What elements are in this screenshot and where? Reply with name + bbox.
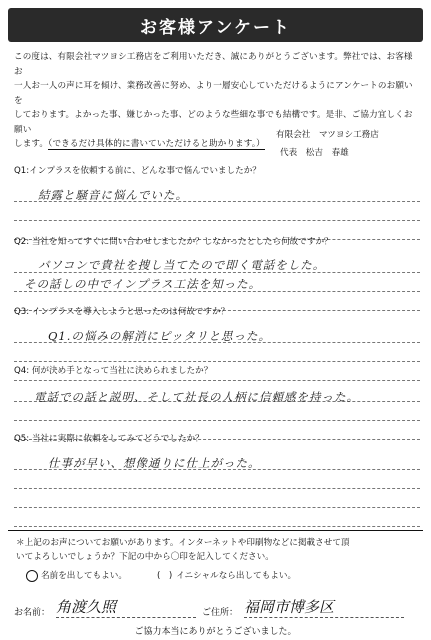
answer-line bbox=[14, 489, 420, 508]
answer-line bbox=[14, 508, 420, 527]
handwritten-answer: Q1.の悩みの解消にピッタリと思った。 bbox=[48, 329, 271, 343]
intro-line: 一人お一人の声に耳を傾け、業務改善に努め、より一層安心していただけるようにアンケートのお願いを bbox=[14, 81, 413, 106]
handwritten-answer: 電話での話と説明、そして社長の人柄に信頼感を持った。 bbox=[34, 390, 359, 404]
question-text: Q3: インプラスを導入しようと思ったのは何故ですか？ bbox=[14, 307, 230, 317]
circle-mark-icon bbox=[26, 570, 38, 582]
name-label: お名前： bbox=[14, 608, 51, 618]
consent-section bbox=[8, 530, 423, 590]
consent-option-name[interactable] bbox=[26, 569, 127, 582]
question-block-q4 bbox=[14, 365, 420, 440]
empty-checkbox-icon: ( ) bbox=[156, 571, 173, 581]
question-block-q1 bbox=[14, 165, 420, 240]
consent-option-initial[interactable] bbox=[157, 569, 296, 582]
option-label: 名前を出してもよい。 bbox=[41, 571, 127, 581]
consent-line: いてよろしいでしょうか？下記の中から〇印を記入してください。 bbox=[16, 551, 274, 562]
option-label: イニシャルなら出してもよい。 bbox=[176, 571, 297, 581]
handwritten-answer: 仕事が早い、想像通りに仕上がった。 bbox=[48, 456, 261, 470]
company-name: 有限会社 マツヨシ工務店 bbox=[276, 130, 379, 140]
address-field[interactable]: 福岡市博多区 bbox=[244, 596, 404, 618]
answer-area bbox=[14, 183, 420, 240]
question-text: Q2: 当社を知ってすぐに問い合わせしましたか？しなかったとしたら何故ですか？ bbox=[14, 237, 333, 247]
question-text: Q5: 当社に実際に依頼をしてみてどうでしたか？ bbox=[14, 434, 204, 444]
company-representative: 代表 松吉 春雄 bbox=[280, 148, 349, 158]
consent-text bbox=[16, 537, 420, 564]
handwritten-answer: パソコンで貴社を捜し当てたので即く電話をした。 bbox=[38, 258, 326, 272]
thanks-message: ご協力本当にありがとうございました。 bbox=[134, 627, 297, 637]
answer-line bbox=[14, 202, 420, 221]
question-text: Q4: 何が決め手となって当社に決められましたか？ bbox=[14, 366, 213, 376]
answer-line bbox=[14, 343, 420, 362]
answer-area bbox=[14, 254, 420, 311]
intro-note: （できるだけ具体的に書いていただけると助かります。） bbox=[48, 139, 265, 149]
intro-line: この度は、有限会社マツヨシ工務店をご利用いただき、誠にありがとうございます。弊社では、お客様お bbox=[14, 52, 413, 77]
signature-row bbox=[14, 596, 420, 618]
address-label: ご住所： bbox=[202, 608, 239, 618]
page-title: お客様アンケート bbox=[8, 8, 423, 42]
question-block-q2 bbox=[14, 236, 420, 311]
answer-area bbox=[14, 451, 420, 527]
answer-line bbox=[14, 470, 420, 489]
question-block-q5 bbox=[14, 433, 420, 527]
name-field[interactable]: 角渡久照 bbox=[56, 596, 196, 618]
consent-options bbox=[26, 569, 296, 582]
handwritten-answer: その話しの中でインプラス工法を知った。 bbox=[24, 277, 262, 291]
answer-area bbox=[14, 383, 420, 440]
question-text: Q1:インプラスを依頼する前に、どんな事で悩んでいましたか？ bbox=[14, 166, 261, 176]
intro-line-prefix: します。 bbox=[14, 139, 49, 149]
handwritten-answer: 結露と騒音に悩んでいた。 bbox=[38, 188, 188, 202]
intro-line: しております。よかった事、嫌じかった事、どのような些細な事でも結構です。是非、ご協力宜しくお願い bbox=[14, 110, 413, 135]
company-info bbox=[276, 126, 426, 162]
consent-line: ＊上記のお声についてお願いがあります。インターネットや印刷物などに掲載させて頂 bbox=[16, 538, 350, 548]
